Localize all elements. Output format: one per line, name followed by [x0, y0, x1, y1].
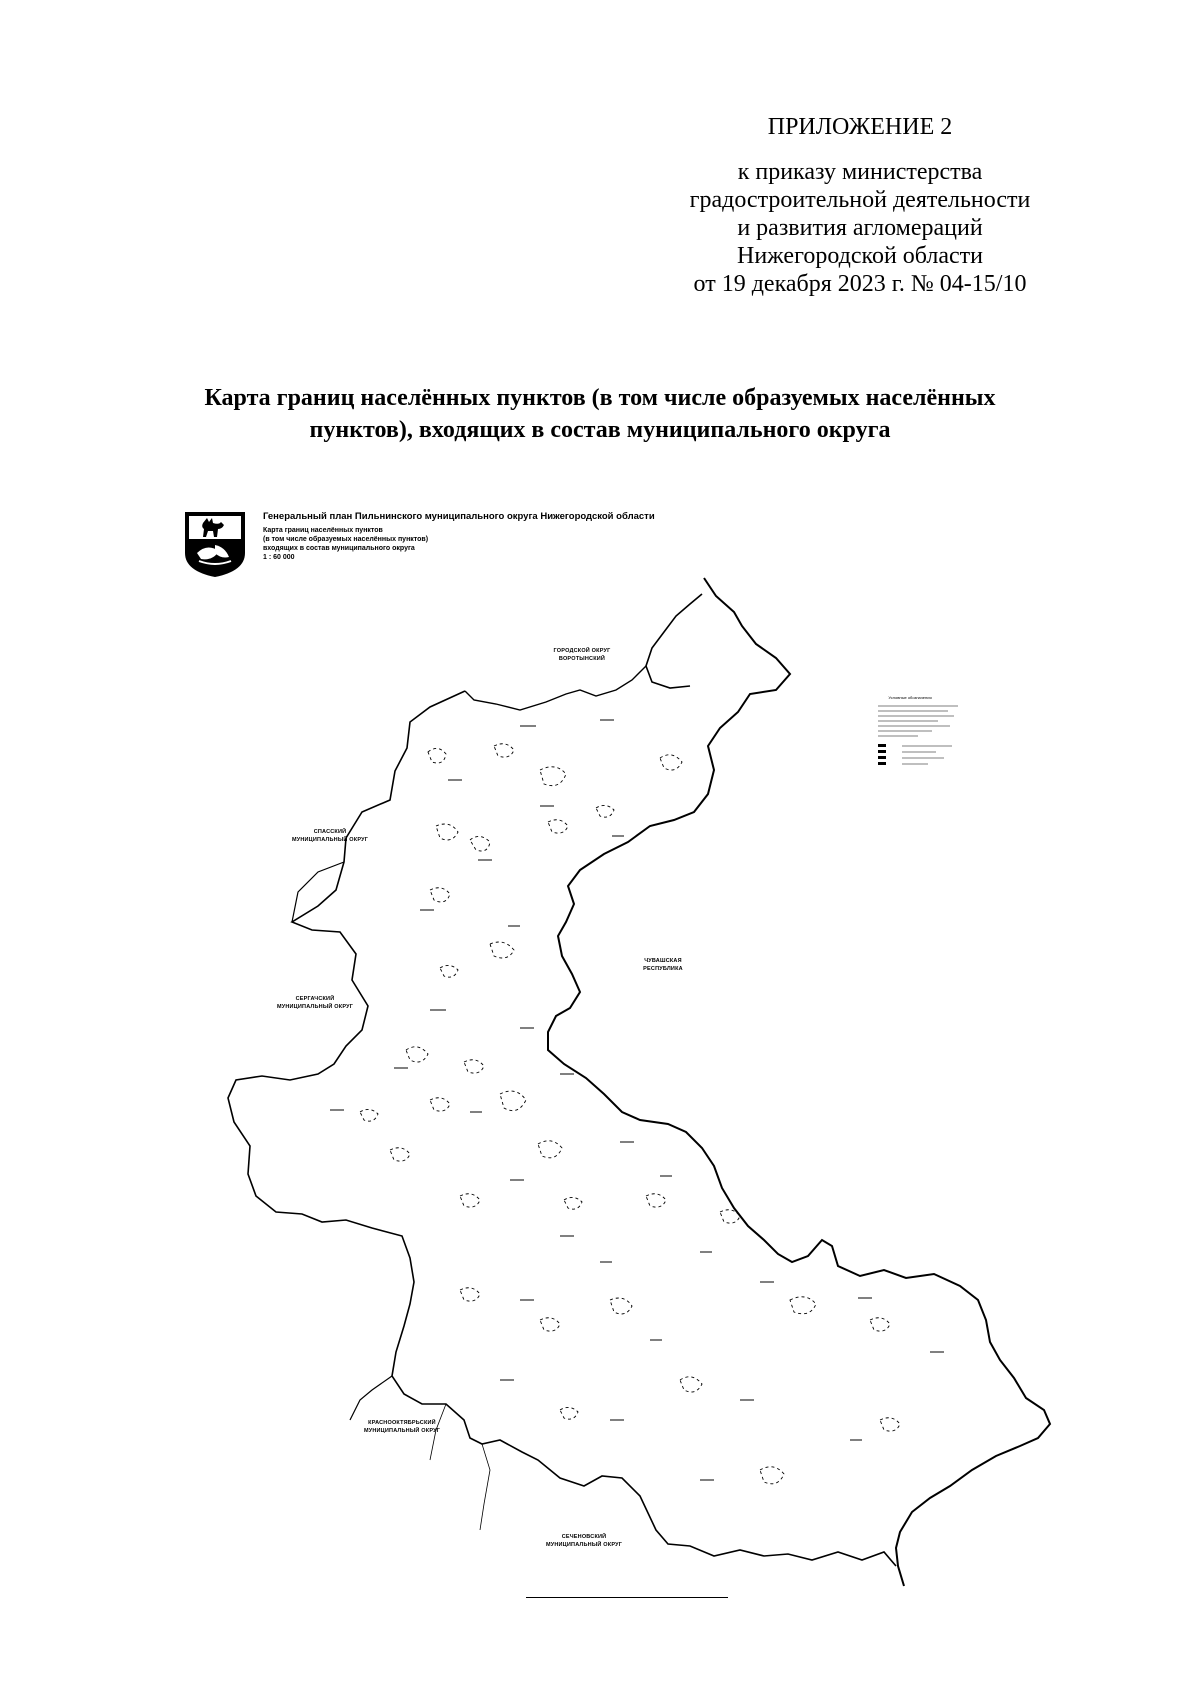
region-label-chuvash: ЧУВАШСКАЯ — [644, 958, 682, 964]
heading-line-2: пунктов), входящих в состав муниципального округа — [309, 417, 891, 443]
map-legend — [878, 695, 958, 765]
region-label-vorotynsky: ГОРОДСКОЙ ОКРУГ — [553, 648, 611, 654]
annex-line-4: Нижегородской области — [736, 243, 984, 269]
annex-line-1: к приказу министерства — [737, 159, 983, 185]
map-subtitle-1: Карта границ населённых пунктов — [263, 527, 383, 534]
river-boundary — [545, 578, 1050, 1586]
bottom-separator — [526, 1597, 728, 1598]
region-label-spassky: СПАССКИЙ — [313, 829, 347, 835]
north-boundary — [465, 666, 646, 710]
map-subtitle-3: входящих в состав муниципального округа — [263, 545, 415, 552]
settlement-label-marks — [330, 720, 944, 1480]
region-label-krasnooktyabrsky: КРАСНООКТЯБРЬСКИЙ — [368, 1420, 436, 1426]
annex-line-2: градостроительной деятельности — [689, 187, 1031, 213]
legend-symbols — [878, 744, 886, 765]
west-spur — [292, 862, 344, 922]
district-boundary — [228, 691, 896, 1566]
annex-line-3: и развития агломераций — [737, 215, 983, 241]
region-label-sechenovsky: СЕЧЕНОВСКИЙ — [561, 1534, 607, 1540]
map-subtitle-2: (в том числе образуемых населённых пунктов) — [263, 536, 429, 543]
south-offshoot — [350, 1376, 392, 1420]
legend-lines — [878, 706, 958, 764]
heading-line-1: Карта границ населённых пунктов (в том числе образуемых населённых — [204, 385, 996, 411]
north-river — [646, 594, 702, 688]
region-label-krasnooktyabrsky-2: МУНИЦИПАЛЬНЫЙ ОКРУГ — [363, 1428, 441, 1434]
region-label-vorotynsky-2: ВОРОТЫНСКИЙ — [558, 656, 606, 662]
settlement-boundaries — [360, 744, 900, 1484]
map-main-title: Генеральный план Пильнинского муниципального округа Нижегородской области — [263, 511, 655, 522]
region-label-sergachsky: СЕРГАЧСКИЙ — [295, 996, 335, 1002]
legend-title: Условные обозначения — [888, 695, 932, 700]
region-label-chuvash-2: РЕСПУБЛИКА — [643, 966, 683, 972]
annex-line-5: от 19 декабря 2023 г. № 04-15/10 — [693, 271, 1027, 297]
region-label-sechenovsky-2: МУНИЦИПАЛЬНЫЙ ОКРУГ — [545, 1542, 623, 1548]
region-label-sergachsky-2: МУНИЦИПАЛЬНЫЙ ОКРУГ — [276, 1004, 354, 1010]
region-label-spassky-2: МУНИЦИПАЛЬНЫЙ ОКРУГ — [291, 837, 369, 843]
stream-line — [480, 1444, 490, 1530]
annex-title: ПРИЛОЖЕНИЕ 2 — [767, 114, 953, 140]
map-scale: 1 : 60 000 — [263, 554, 295, 561]
